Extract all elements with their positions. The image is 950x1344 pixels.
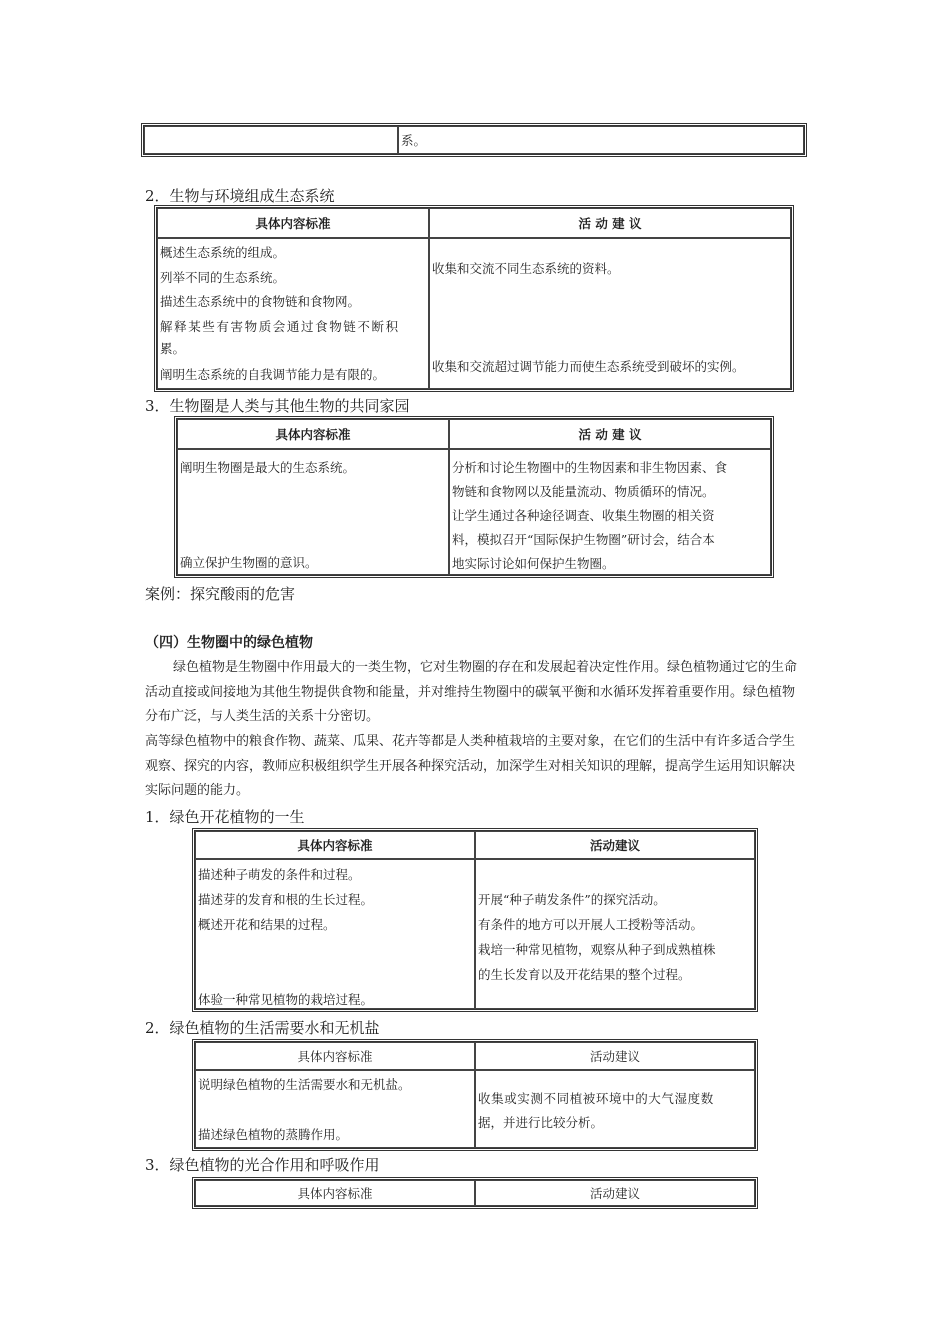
section-2-right-cell [429, 238, 791, 389]
part-4-paragraph-1: 绿色植物是生物圈中作用最大的一类生物，它对生物圈的存在和发展起着决定性作用。绿色植物通过它的生命活动直接或间接地为其他生物提供食物和能量，并对维持生物圈中的碳氧平衡和水循环发挥着重要作用。绿色植物分布广泛，与人类生活的关系十分密切。 [145, 660, 798, 724]
text-line: 料，模拟召开“国际保护生物圈”研讨会，结合本 [452, 532, 715, 547]
sub-3-table [194, 1179, 756, 1207]
sub-1-left-cell [195, 859, 475, 1009]
list-item: 说明绿色植物的生活需要水和无机盐。 [198, 1077, 411, 1092]
section-3-heading: 3．生物圈是人类与其他生物的共同家园 [145, 397, 410, 415]
list-item: 描述芽的发育和根的生长过程。 [198, 892, 374, 907]
continued-table [143, 125, 805, 155]
sub-2-left-cell [195, 1070, 475, 1148]
list-item: 阐明生物圈是最大的生态系统。 [180, 460, 356, 475]
list-item: 描述生态系统中的食物链和食物网。 [160, 294, 361, 309]
text-line: 据，并进行比较分析。 [478, 1115, 604, 1130]
list-item: 概述开花和结果的过程。 [198, 917, 336, 932]
sub-3-heading: 3．绿色植物的光合作用和呼吸作用 [145, 1156, 380, 1174]
list-item: 描述绿色植物的蒸腾作用。 [198, 1127, 349, 1142]
section-3-left-cell [177, 449, 449, 575]
sub-2-col2-header: 活动建议 [475, 1042, 755, 1070]
continued-left-cell [144, 126, 398, 154]
sub-3-col1-header: 具体内容标准 [195, 1180, 475, 1206]
section-2-table [156, 207, 792, 390]
section-3-col2-header: 活 动 建 议 [449, 419, 771, 449]
section-2-heading: 2．生物与环境组成生态系统 [145, 187, 335, 205]
list-item: 列举不同的生态系统。 [160, 270, 286, 285]
section-2-col2-header: 活 动 建 议 [429, 208, 791, 238]
text-line: 的生长发育以及开花结果的整个过程。 [478, 967, 691, 982]
list-item: 累。 [160, 341, 186, 356]
sub-2-right-cell [475, 1070, 755, 1148]
section-3-col1-header: 具体内容标准 [177, 419, 449, 449]
sub-2-table [194, 1041, 756, 1149]
section-3-right-cell [449, 449, 771, 575]
sub-1-col1-header: 具体内容标准 [195, 831, 475, 859]
list-item: 阐明生态系统的自我调节能力是有限的。 [160, 367, 386, 382]
list-item: 确立保护生物圈的意识。 [180, 555, 318, 570]
list-item: 体验一种常见植物的栽培过程。 [198, 992, 374, 1007]
text-line: 有条件的地方可以开展人工授粉等活动。 [478, 917, 704, 932]
sub-1-heading: 1．绿色开花植物的一生 [145, 808, 305, 826]
text-line: 开展“种子萌发条件”的探究活动。 [478, 892, 666, 907]
section-3-table [176, 418, 772, 576]
text-line: 物链和食物网以及能量流动、物质循环的情况。 [452, 484, 715, 499]
sub-2-heading: 2．绿色植物的生活需要水和无机盐 [145, 1019, 380, 1037]
sub-2-col1-header: 具体内容标准 [195, 1042, 475, 1070]
text-line: 让学生通过各种途径调查、收集生物圈的相关资 [452, 508, 715, 523]
text-line: 分析和讨论生物圈中的生物因素和非生物因素、食 [452, 460, 728, 475]
part-4-paragraph-2: 高等绿色植物中的粮食作物、蔬菜、瓜果、花卉等都是人类种植栽培的主要对象，在它们的生活中有许多适合学生观察、探究的内容，教师应积极组织学生开展各种探究活动，加深学生对相关知识的理解，提高学生运用知识解决实际问题的能力。 [145, 734, 796, 798]
section-2-left-cell [157, 238, 429, 389]
list-item: 解释某些有害物质会通过食物链不断积 [160, 319, 400, 334]
text-line: 地实际讨论如何保护生物圈。 [452, 556, 615, 571]
list-item: 收集和交流超过调节能力而使生态系统受到破坏的实例。 [432, 359, 745, 374]
case-line: 案例：探究酸雨的危害 [145, 585, 296, 603]
sub-3-col2-header: 活动建议 [475, 1180, 755, 1206]
list-item: 收集和交流不同生态系统的资料。 [432, 261, 620, 276]
list-item: 概述生态系统的组成。 [160, 245, 286, 260]
part-4-heading: （四）生物圈中的绿色植物 [145, 635, 313, 651]
text-line: 收集或实测不同植被环境中的大气湿度数 [478, 1091, 714, 1106]
section-2-col1-header: 具体内容标准 [157, 208, 429, 238]
sub-1-right-cell [475, 859, 755, 1009]
list-item: 描述种子萌发的条件和过程。 [198, 867, 361, 882]
sub-1-col2-header: 活动建议 [475, 831, 755, 859]
continued-right-cell: 系。 [398, 126, 804, 154]
text-line: 栽培一种常见植物，观察从种子到成熟植株 [478, 942, 716, 957]
sub-1-table [194, 830, 756, 1010]
